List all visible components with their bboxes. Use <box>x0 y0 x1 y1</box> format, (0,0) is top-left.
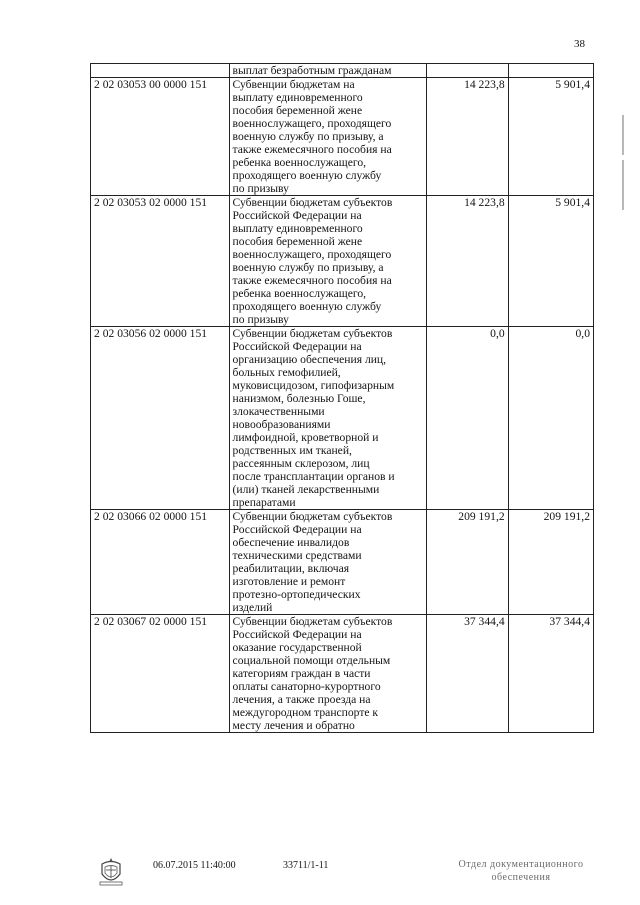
description-text: Субвенции бюджетам субъектов Российской Федерации на обеспечение инвалидов техническими средствами реабилитации, включая изготовление и ремонт протезно-ортопедических изделий <box>232 510 393 614</box>
description-cell <box>229 78 427 196</box>
department-stamp <box>446 858 596 884</box>
table-row <box>91 64 594 78</box>
amount-actual-cell <box>508 64 593 78</box>
amount-actual-cell: 0,0 <box>508 327 593 510</box>
description-cell <box>229 327 427 510</box>
amount-actual-cell: 209 191,2 <box>508 510 593 615</box>
amount-plan-cell: 0,0 <box>427 327 508 510</box>
amount-actual-cell: 5 901,4 <box>508 78 593 196</box>
description-text: Субвенции бюджетам субъектов Российской Федерации на выплату единовременного пособия беременной жене военнослужащего, проходящего военную службу по призыву, а также ежемесячного пособия на ребенка военнослужащего, проходящего военную службу по призыву <box>232 196 393 326</box>
description-cell <box>229 196 427 327</box>
budget-code-cell: 2 02 03067 02 0000 151 <box>91 615 230 733</box>
table-row <box>91 615 594 733</box>
amount-actual-cell: 37 344,4 <box>508 615 593 733</box>
coat-of-arms-icon <box>96 856 126 888</box>
budget-table <box>90 63 594 733</box>
budget-code-cell: 2 02 03066 02 0000 151 <box>91 510 230 615</box>
table-row <box>91 510 594 615</box>
amount-plan-cell: 37 344,4 <box>427 615 508 733</box>
margin-mark <box>622 160 624 210</box>
budget-code-cell: 2 02 03053 02 0000 151 <box>91 196 230 327</box>
amount-plan-cell: 14 223,8 <box>427 196 508 327</box>
stamp-line: Отдел документационного <box>458 859 584 870</box>
table-row <box>91 78 594 196</box>
budget-code-cell: 2 02 03053 00 0000 151 <box>91 78 230 196</box>
document-date: 06.07.2015 11:40:00 <box>153 860 236 871</box>
amount-plan-cell: 209 191,2 <box>427 510 508 615</box>
description-text: Субвенции бюджетам субъектов Российской Федерации на организацию обеспечения лиц, больных гемофилией, муковисцидозом, гипофизарным нанизмом, болезнью Гоше, злокачественными новообразованиями лимфоидной, кроветворной и родственных им тканей, рассеянным склерозом, лиц после трансплантации органов и (или) тканей лекарственными препаратами <box>232 327 395 509</box>
document-number: 33711/1-11 <box>283 860 329 871</box>
description-text: Субвенции бюджетам на выплату единовременного пособия беременной жене военнослужащего, проходящего военную службу по призыву, а также ежемесячного пособия на ребенка военнослужащего, проходящего военную службу по призыву <box>232 78 392 195</box>
description-text: Субвенции бюджетам субъектов Российской Федерации на оказание государственной социальной помощи отдельным категориям граждан в части оплаты санаторно-курортного лечения, а также проезда на междугородном транспорте к месту лечения и обратно <box>232 615 393 732</box>
description-text: выплат безработным гражданам <box>232 64 392 77</box>
page-number: 38 <box>574 38 585 50</box>
amount-plan-cell <box>427 64 508 78</box>
budget-code-cell <box>91 64 230 78</box>
description-cell <box>229 510 427 615</box>
amount-plan-cell: 14 223,8 <box>427 78 508 196</box>
margin-mark <box>622 115 624 155</box>
table-row <box>91 196 594 327</box>
stamp-line: обеспечения <box>491 872 551 883</box>
page-footer <box>0 856 640 896</box>
description-cell <box>229 64 427 78</box>
amount-actual-cell: 5 901,4 <box>508 196 593 327</box>
budget-code-cell: 2 02 03056 02 0000 151 <box>91 327 230 510</box>
table-row <box>91 327 594 510</box>
description-cell <box>229 615 427 733</box>
